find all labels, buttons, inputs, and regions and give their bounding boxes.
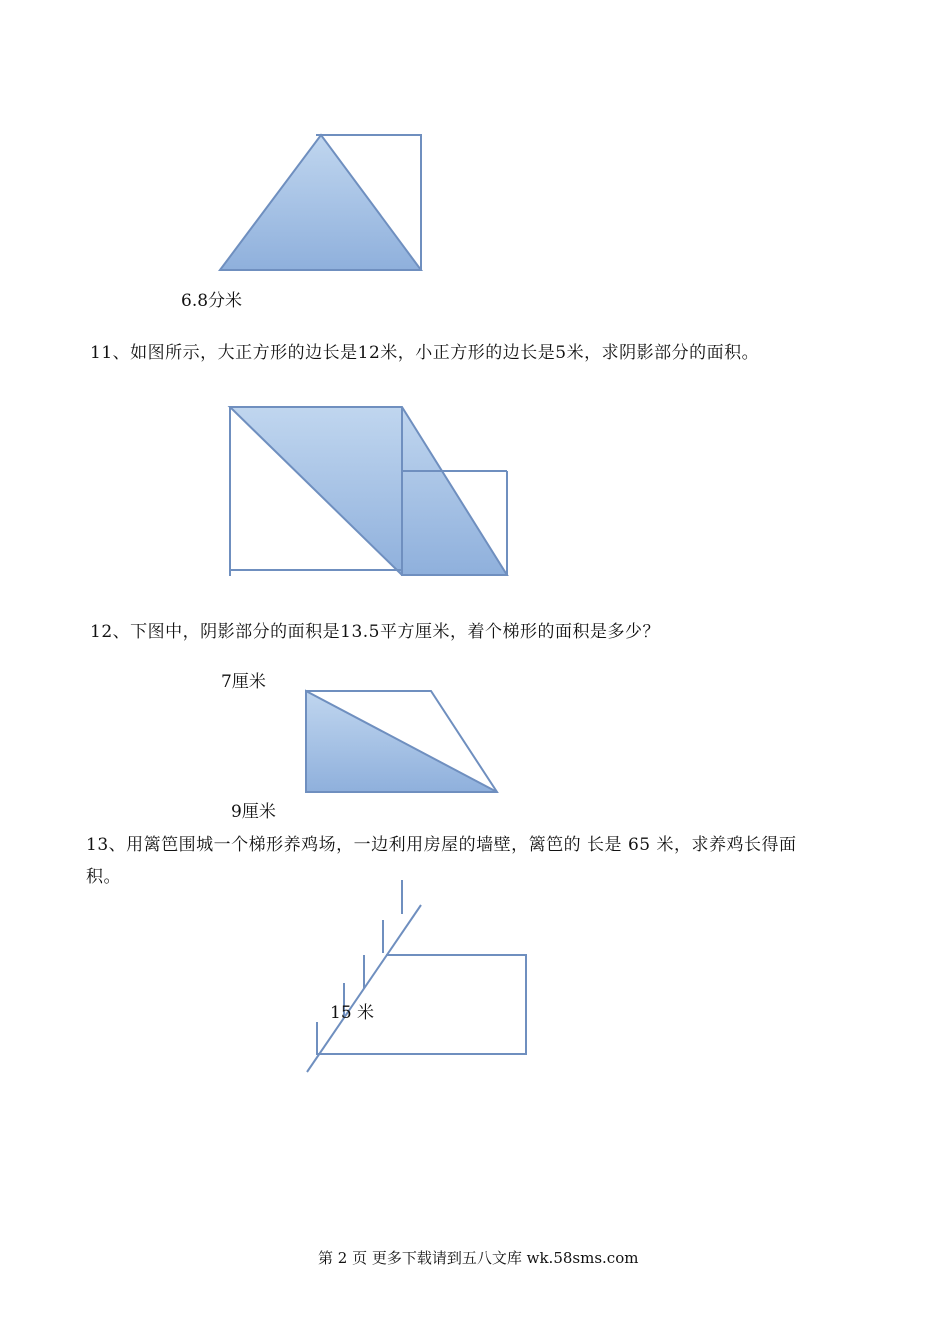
question-13-text-line1: 13、用篱笆围城一个梯形养鸡场，一边利用房屋的墙壁，篱笆的 长是 65 米，求养鸡长得面 [86, 835, 797, 855]
side-length-label: 15 米 [330, 1003, 375, 1023]
top-base-label: 7厘米 [221, 672, 266, 692]
figure-two-squares [230, 407, 507, 576]
page-footer: 第 2 页 更多下载请到五八文库 wk.58sms.com [318, 1249, 639, 1267]
figure-trapezoid [306, 691, 497, 792]
base-length-label: 6.8分米 [181, 291, 243, 311]
figure-triangle-in-square [220, 135, 421, 270]
shaded-triangle-trapezoid [306, 691, 497, 792]
question-11-text: 11、如图所示，大正方形的边长是12米，小正方形的边长是5米，求阴影部分的面积。 [90, 343, 760, 363]
shaded-triangle [220, 135, 421, 270]
figure-chicken-yard [307, 880, 526, 1072]
question-13-text-line2: 积。 [86, 867, 121, 887]
bottom-base-label: 9厘米 [231, 802, 276, 822]
question-12-text: 12、下图中，阴影部分的面积是13.5平方厘米，着个梯形的面积是多少？ [90, 622, 660, 642]
shaded-region [230, 407, 507, 575]
wall-line [307, 905, 421, 1072]
